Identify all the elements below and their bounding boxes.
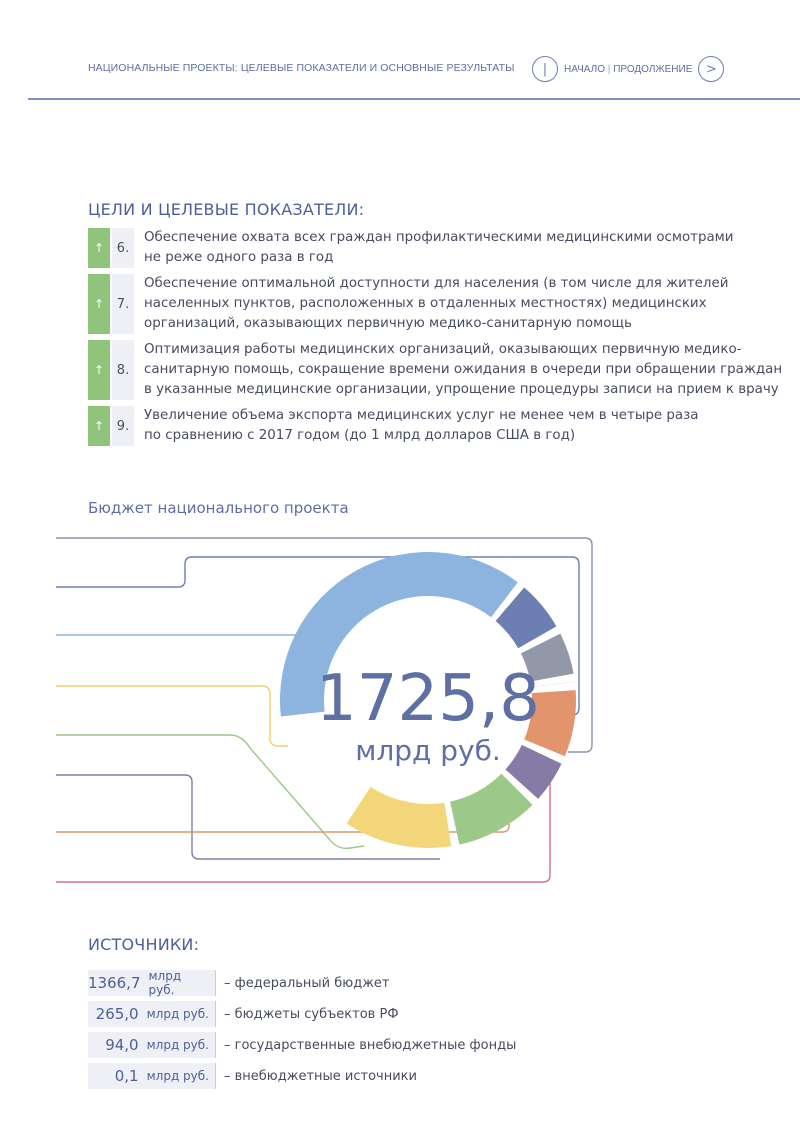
source-unit: млрд руб.: [146, 1038, 209, 1052]
source-label: – федеральный бюджет: [224, 975, 390, 991]
source-unit: млрд руб.: [148, 969, 182, 997]
goals-title: ЦЕЛИ И ЦЕЛЕВЫЕ ПОКАЗАТЕЛИ:: [88, 200, 365, 219]
goal-number: 7.: [112, 274, 134, 334]
source-row: [88, 1063, 516, 1089]
arrow-up-icon: ↑: [88, 274, 110, 334]
nav-start-link[interactable]: НАЧАЛО: [564, 63, 606, 75]
bar-icon: |: [542, 61, 548, 77]
goal-text: Обеспечение охвата всех граждан профилактическими медицинскими осмотрами не реже одного раза в год: [144, 230, 734, 265]
source-row: [88, 970, 516, 996]
donut-segment: [450, 774, 532, 845]
nav-separator: |: [607, 63, 611, 75]
source-label: – бюджеты субъектов РФ: [224, 1006, 399, 1022]
chevron-right-icon: >: [705, 61, 717, 77]
document-header-title: НАЦИОНАЛЬНЫЕ ПРОЕКТЫ: ЦЕЛЕВЫЕ ПОКАЗАТЕЛИ И ОСНОВНЫЕ РЕЗУЛЬТАТЫ: [88, 62, 515, 74]
source-value: 0,1: [114, 1067, 139, 1085]
goal-text: Обеспечение оптимальной доступности для населения (в том числе для жителей населенных пунктов, расположенных в отдаленных местностях) медицинских организаций, оказывающих первичную медико-санитарную помощь: [144, 276, 729, 331]
donut-segment: [347, 787, 452, 848]
source-label: – государственные внебюджетные фонды: [224, 1037, 517, 1053]
source-unit: млрд руб.: [146, 1007, 209, 1021]
arrow-up-icon: ↑: [88, 228, 110, 268]
source-unit: млрд руб.: [146, 1069, 209, 1083]
source-label: – внебюджетные источники: [224, 1068, 417, 1084]
goal-text: Оптимизация работы медицинских организаций, оказывающих первичную медико- санитарную помощь, сокращение времени ожидания в очереди при обращении граждан в указанные медицинские организации, упрощение процедуры записи на прием к врачу: [144, 342, 783, 397]
source-amount: [88, 1001, 216, 1027]
source-row: [88, 1001, 516, 1027]
source-value: 94,0: [105, 1036, 139, 1054]
source-amount: [88, 1063, 216, 1089]
sources-title: ИСТОЧНИКИ:: [88, 935, 200, 954]
connector-line: [56, 686, 288, 746]
source-value: 265,0: [95, 1005, 139, 1023]
nav-continue-link[interactable]: ПРОДОЛЖЕНИЕ: [613, 63, 693, 75]
goal-number: 6.: [112, 228, 134, 268]
arrow-up-icon: ↑: [88, 340, 110, 400]
budget-unit: млрд руб.: [355, 734, 501, 767]
budget-total: 1725,8: [316, 662, 540, 736]
source-amount: [88, 1032, 216, 1058]
arrow-up-icon: ↑: [88, 406, 110, 446]
sources-list: [88, 970, 516, 1094]
budget-title: Бюджет национального проекта: [88, 499, 349, 517]
goal-number: 9.: [112, 406, 134, 446]
source-row: [88, 1032, 516, 1058]
goal-number: 8.: [112, 340, 134, 400]
goal-text: Увеличение объема экспорта медицинских услуг не менее чем в четыре раза по сравнению с 2017 годом (до 1 млрд долларов США в год): [144, 408, 699, 443]
source-amount: [88, 970, 216, 996]
source-value: 1366,7: [88, 974, 141, 992]
